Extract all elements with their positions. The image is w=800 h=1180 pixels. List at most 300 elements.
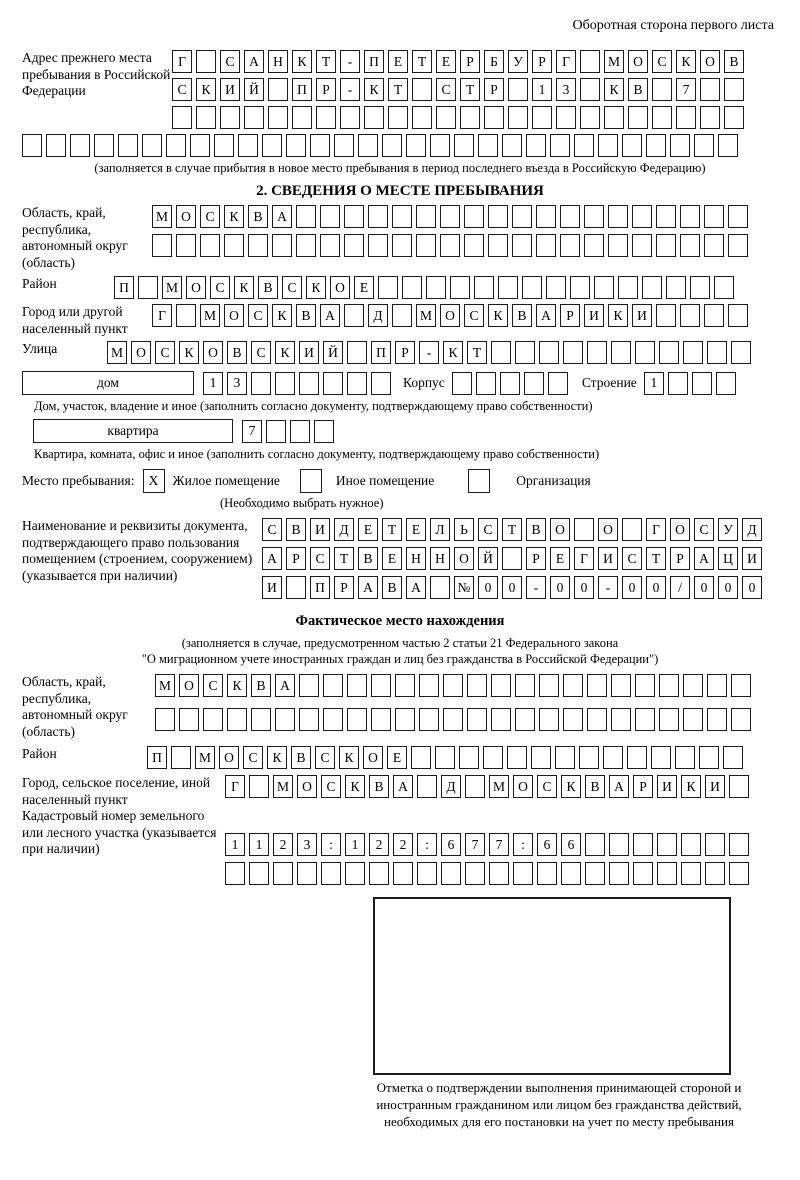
cadastral-row-2[interactable] bbox=[225, 862, 749, 885]
char-cell[interactable] bbox=[275, 372, 295, 395]
char-cell[interactable] bbox=[498, 276, 518, 299]
char-cell[interactable]: 7 bbox=[676, 78, 696, 101]
char-cell[interactable]: О bbox=[513, 775, 533, 798]
char-cell[interactable] bbox=[681, 833, 701, 856]
char-cell[interactable] bbox=[238, 134, 258, 157]
char-cell[interactable] bbox=[580, 50, 600, 73]
char-cell[interactable]: В bbox=[286, 518, 306, 541]
char-cell[interactable] bbox=[728, 234, 748, 257]
char-cell[interactable] bbox=[426, 276, 446, 299]
char-cell[interactable]: С bbox=[203, 674, 223, 697]
char-cell[interactable] bbox=[465, 775, 485, 798]
char-cell[interactable] bbox=[406, 134, 426, 157]
char-cell[interactable] bbox=[555, 746, 575, 769]
prev-address-row-1[interactable] bbox=[172, 50, 744, 73]
char-cell[interactable]: В bbox=[526, 518, 546, 541]
char-cell[interactable] bbox=[268, 106, 288, 129]
char-cell[interactable] bbox=[460, 106, 480, 129]
char-cell[interactable] bbox=[347, 341, 367, 364]
char-cell[interactable]: 0 bbox=[622, 576, 642, 599]
char-cell[interactable] bbox=[675, 746, 695, 769]
char-cell[interactable]: 1 bbox=[345, 833, 365, 856]
char-cell[interactable]: О bbox=[203, 341, 223, 364]
char-cell[interactable] bbox=[657, 833, 677, 856]
char-cell[interactable] bbox=[611, 674, 631, 697]
char-cell[interactable]: - bbox=[340, 50, 360, 73]
char-cell[interactable] bbox=[395, 708, 415, 731]
char-cell[interactable] bbox=[368, 205, 388, 228]
char-cell[interactable]: К bbox=[179, 341, 199, 364]
char-cell[interactable]: О bbox=[297, 775, 317, 798]
char-cell[interactable] bbox=[465, 862, 485, 885]
char-cell[interactable] bbox=[347, 372, 367, 395]
char-cell[interactable]: С bbox=[200, 205, 220, 228]
char-cell[interactable] bbox=[272, 234, 292, 257]
char-cell[interactable] bbox=[142, 134, 162, 157]
char-cell[interactable] bbox=[611, 341, 631, 364]
char-cell[interactable] bbox=[618, 276, 638, 299]
char-cell[interactable] bbox=[704, 234, 724, 257]
char-cell[interactable]: Н bbox=[268, 50, 288, 73]
document-row-3[interactable] bbox=[262, 576, 762, 599]
char-cell[interactable] bbox=[443, 708, 463, 731]
prev-address-row-2[interactable] bbox=[172, 78, 744, 101]
char-cell[interactable] bbox=[299, 674, 319, 697]
char-cell[interactable]: С bbox=[622, 547, 642, 570]
char-cell[interactable] bbox=[512, 234, 532, 257]
char-cell[interactable] bbox=[314, 420, 334, 443]
char-cell[interactable]: К bbox=[608, 304, 628, 327]
char-cell[interactable] bbox=[502, 134, 522, 157]
char-cell[interactable] bbox=[196, 106, 216, 129]
char-cell[interactable]: Г bbox=[225, 775, 245, 798]
char-cell[interactable] bbox=[574, 518, 594, 541]
char-cell[interactable] bbox=[467, 708, 487, 731]
char-cell[interactable] bbox=[680, 205, 700, 228]
char-cell[interactable] bbox=[676, 106, 696, 129]
char-cell[interactable]: К bbox=[364, 78, 384, 101]
char-cell[interactable] bbox=[290, 420, 310, 443]
char-cell[interactable] bbox=[604, 106, 624, 129]
char-cell[interactable]: А bbox=[393, 775, 413, 798]
char-cell[interactable] bbox=[683, 341, 703, 364]
char-cell[interactable] bbox=[392, 234, 412, 257]
cadastral-row-1[interactable] bbox=[225, 833, 749, 856]
char-cell[interactable]: 3 bbox=[297, 833, 317, 856]
char-cell[interactable]: 0 bbox=[718, 576, 738, 599]
char-cell[interactable]: С bbox=[248, 304, 268, 327]
char-cell[interactable] bbox=[459, 746, 479, 769]
char-cell[interactable]: П bbox=[147, 746, 167, 769]
apartment-number-cells[interactable] bbox=[242, 420, 334, 443]
char-cell[interactable] bbox=[402, 276, 422, 299]
char-cell[interactable]: Д bbox=[334, 518, 354, 541]
char-cell[interactable]: М bbox=[162, 276, 182, 299]
char-cell[interactable]: С bbox=[243, 746, 263, 769]
checkbox-residential[interactable]: X bbox=[143, 469, 165, 493]
char-cell[interactable]: О bbox=[598, 518, 618, 541]
char-cell[interactable] bbox=[488, 234, 508, 257]
char-cell[interactable]: 2 bbox=[393, 833, 413, 856]
char-cell[interactable] bbox=[632, 234, 652, 257]
char-cell[interactable] bbox=[556, 106, 576, 129]
char-cell[interactable]: Г bbox=[646, 518, 666, 541]
char-cell[interactable] bbox=[440, 205, 460, 228]
char-cell[interactable] bbox=[70, 134, 90, 157]
district-row[interactable] bbox=[114, 276, 734, 299]
char-cell[interactable]: 1 bbox=[532, 78, 552, 101]
char-cell[interactable] bbox=[563, 341, 583, 364]
char-cell[interactable]: К bbox=[196, 78, 216, 101]
char-cell[interactable]: Р bbox=[395, 341, 415, 364]
char-cell[interactable] bbox=[526, 134, 546, 157]
char-cell[interactable]: М bbox=[107, 341, 127, 364]
char-cell[interactable]: М bbox=[155, 674, 175, 697]
char-cell[interactable] bbox=[441, 862, 461, 885]
char-cell[interactable]: О bbox=[330, 276, 350, 299]
char-cell[interactable] bbox=[632, 205, 652, 228]
char-cell[interactable]: А bbox=[358, 576, 378, 599]
char-cell[interactable]: Т bbox=[646, 547, 666, 570]
char-cell[interactable] bbox=[635, 674, 655, 697]
char-cell[interactable] bbox=[585, 833, 605, 856]
char-cell[interactable] bbox=[731, 708, 751, 731]
char-cell[interactable] bbox=[323, 708, 343, 731]
char-cell[interactable]: Р bbox=[526, 547, 546, 570]
char-cell[interactable]: К bbox=[227, 674, 247, 697]
char-cell[interactable] bbox=[680, 234, 700, 257]
char-cell[interactable] bbox=[508, 106, 528, 129]
char-cell[interactable]: С bbox=[436, 78, 456, 101]
char-cell[interactable]: - bbox=[598, 576, 618, 599]
char-cell[interactable] bbox=[358, 134, 378, 157]
char-cell[interactable]: Г bbox=[574, 547, 594, 570]
char-cell[interactable] bbox=[657, 862, 677, 885]
char-cell[interactable]: С bbox=[315, 746, 335, 769]
char-cell[interactable] bbox=[249, 775, 269, 798]
char-cell[interactable] bbox=[724, 106, 744, 129]
char-cell[interactable]: О bbox=[131, 341, 151, 364]
char-cell[interactable]: Р bbox=[334, 576, 354, 599]
char-cell[interactable] bbox=[345, 862, 365, 885]
char-cell[interactable] bbox=[546, 276, 566, 299]
char-cell[interactable]: С bbox=[537, 775, 557, 798]
char-cell[interactable] bbox=[436, 106, 456, 129]
char-cell[interactable] bbox=[395, 674, 415, 697]
char-cell[interactable] bbox=[450, 276, 470, 299]
char-cell[interactable] bbox=[642, 276, 662, 299]
char-cell[interactable] bbox=[659, 708, 679, 731]
char-cell[interactable] bbox=[690, 276, 710, 299]
actual-district-row[interactable] bbox=[147, 746, 743, 769]
char-cell[interactable] bbox=[320, 234, 340, 257]
char-cell[interactable] bbox=[651, 746, 671, 769]
char-cell[interactable] bbox=[334, 134, 354, 157]
char-cell[interactable] bbox=[467, 674, 487, 697]
char-cell[interactable] bbox=[500, 372, 520, 395]
char-cell[interactable]: 0 bbox=[646, 576, 666, 599]
char-cell[interactable]: В bbox=[291, 746, 311, 769]
char-cell[interactable] bbox=[491, 341, 511, 364]
char-cell[interactable] bbox=[524, 372, 544, 395]
char-cell[interactable] bbox=[539, 674, 559, 697]
char-cell[interactable]: Н bbox=[430, 547, 450, 570]
char-cell[interactable]: П bbox=[292, 78, 312, 101]
char-cell[interactable] bbox=[584, 234, 604, 257]
char-cell[interactable] bbox=[292, 106, 312, 129]
char-cell[interactable] bbox=[316, 106, 336, 129]
char-cell[interactable] bbox=[548, 372, 568, 395]
char-cell[interactable]: И bbox=[705, 775, 725, 798]
char-cell[interactable] bbox=[532, 106, 552, 129]
char-cell[interactable] bbox=[320, 205, 340, 228]
char-cell[interactable] bbox=[440, 234, 460, 257]
char-cell[interactable] bbox=[603, 746, 623, 769]
char-cell[interactable] bbox=[392, 205, 412, 228]
char-cell[interactable] bbox=[138, 276, 158, 299]
char-cell[interactable]: И bbox=[584, 304, 604, 327]
char-cell[interactable] bbox=[704, 304, 724, 327]
char-cell[interactable] bbox=[723, 746, 743, 769]
char-cell[interactable] bbox=[262, 134, 282, 157]
char-cell[interactable] bbox=[296, 205, 316, 228]
char-cell[interactable] bbox=[220, 106, 240, 129]
char-cell[interactable]: И bbox=[742, 547, 762, 570]
char-cell[interactable] bbox=[491, 674, 511, 697]
char-cell[interactable]: Е bbox=[354, 276, 374, 299]
char-cell[interactable]: К bbox=[604, 78, 624, 101]
char-cell[interactable] bbox=[371, 708, 391, 731]
char-cell[interactable]: К bbox=[561, 775, 581, 798]
char-cell[interactable] bbox=[46, 134, 66, 157]
char-cell[interactable]: - bbox=[340, 78, 360, 101]
char-cell[interactable] bbox=[344, 304, 364, 327]
char-cell[interactable] bbox=[608, 234, 628, 257]
char-cell[interactable] bbox=[179, 708, 199, 731]
char-cell[interactable]: В bbox=[382, 576, 402, 599]
char-cell[interactable] bbox=[731, 674, 751, 697]
prev-address-row-3[interactable] bbox=[172, 106, 744, 129]
char-cell[interactable]: М bbox=[195, 746, 215, 769]
char-cell[interactable]: М bbox=[152, 205, 172, 228]
char-cell[interactable] bbox=[488, 205, 508, 228]
char-cell[interactable]: Е bbox=[358, 518, 378, 541]
char-cell[interactable]: К bbox=[275, 341, 295, 364]
char-cell[interactable] bbox=[378, 276, 398, 299]
char-cell[interactable] bbox=[522, 276, 542, 299]
char-cell[interactable]: А bbox=[272, 205, 292, 228]
char-cell[interactable]: К bbox=[443, 341, 463, 364]
char-cell[interactable]: 0 bbox=[742, 576, 762, 599]
char-cell[interactable] bbox=[347, 708, 367, 731]
char-cell[interactable] bbox=[609, 862, 629, 885]
char-cell[interactable]: А bbox=[262, 547, 282, 570]
char-cell[interactable]: Д bbox=[441, 775, 461, 798]
char-cell[interactable]: Т bbox=[502, 518, 522, 541]
char-cell[interactable]: С bbox=[220, 50, 240, 73]
char-cell[interactable] bbox=[707, 674, 727, 697]
char-cell[interactable]: Ь bbox=[454, 518, 474, 541]
char-cell[interactable] bbox=[728, 205, 748, 228]
char-cell[interactable] bbox=[417, 775, 437, 798]
char-cell[interactable] bbox=[152, 234, 172, 257]
char-cell[interactable]: Е bbox=[387, 746, 407, 769]
char-cell[interactable]: К bbox=[306, 276, 326, 299]
char-cell[interactable] bbox=[587, 341, 607, 364]
char-cell[interactable]: О bbox=[454, 547, 474, 570]
street-row[interactable] bbox=[107, 341, 751, 364]
char-cell[interactable]: Л bbox=[430, 518, 450, 541]
char-cell[interactable]: И bbox=[299, 341, 319, 364]
char-cell[interactable]: Р bbox=[633, 775, 653, 798]
char-cell[interactable] bbox=[680, 304, 700, 327]
char-cell[interactable] bbox=[683, 674, 703, 697]
char-cell[interactable]: С bbox=[464, 304, 484, 327]
char-cell[interactable] bbox=[622, 134, 642, 157]
char-cell[interactable] bbox=[388, 106, 408, 129]
char-cell[interactable] bbox=[310, 134, 330, 157]
char-cell[interactable]: Г bbox=[172, 50, 192, 73]
char-cell[interactable] bbox=[724, 78, 744, 101]
char-cell[interactable] bbox=[371, 372, 391, 395]
actual-city-row[interactable] bbox=[225, 775, 749, 798]
char-cell[interactable]: О bbox=[179, 674, 199, 697]
char-cell[interactable] bbox=[286, 134, 306, 157]
char-cell[interactable]: С bbox=[172, 78, 192, 101]
char-cell[interactable] bbox=[563, 708, 583, 731]
char-cell[interactable]: С bbox=[282, 276, 302, 299]
char-cell[interactable] bbox=[172, 106, 192, 129]
char-cell[interactable]: К bbox=[345, 775, 365, 798]
char-cell[interactable]: С bbox=[652, 50, 672, 73]
char-cell[interactable] bbox=[502, 547, 522, 570]
char-cell[interactable] bbox=[550, 134, 570, 157]
char-cell[interactable] bbox=[94, 134, 114, 157]
char-cell[interactable] bbox=[729, 862, 749, 885]
char-cell[interactable] bbox=[299, 708, 319, 731]
char-cell[interactable] bbox=[214, 134, 234, 157]
char-cell[interactable] bbox=[700, 78, 720, 101]
char-cell[interactable]: 2 bbox=[273, 833, 293, 856]
char-cell[interactable] bbox=[714, 276, 734, 299]
char-cell[interactable]: Т bbox=[382, 518, 402, 541]
char-cell[interactable] bbox=[412, 106, 432, 129]
char-cell[interactable]: М bbox=[416, 304, 436, 327]
char-cell[interactable]: : bbox=[321, 833, 341, 856]
char-cell[interactable] bbox=[646, 134, 666, 157]
char-cell[interactable]: Е bbox=[550, 547, 570, 570]
char-cell[interactable]: И bbox=[310, 518, 330, 541]
char-cell[interactable]: - bbox=[419, 341, 439, 364]
char-cell[interactable] bbox=[652, 106, 672, 129]
char-cell[interactable] bbox=[561, 862, 581, 885]
char-cell[interactable] bbox=[478, 134, 498, 157]
char-cell[interactable] bbox=[368, 234, 388, 257]
char-cell[interactable]: П bbox=[364, 50, 384, 73]
char-cell[interactable] bbox=[537, 862, 557, 885]
char-cell[interactable]: Р bbox=[532, 50, 552, 73]
char-cell[interactable]: А bbox=[694, 547, 714, 570]
char-cell[interactable]: А bbox=[536, 304, 556, 327]
house-type-field[interactable]: дом bbox=[22, 371, 194, 395]
char-cell[interactable] bbox=[464, 234, 484, 257]
char-cell[interactable] bbox=[531, 746, 551, 769]
char-cell[interactable] bbox=[454, 134, 474, 157]
char-cell[interactable] bbox=[248, 234, 268, 257]
char-cell[interactable]: 3 bbox=[556, 78, 576, 101]
char-cell[interactable] bbox=[608, 205, 628, 228]
char-cell[interactable]: 6 bbox=[537, 833, 557, 856]
char-cell[interactable]: Н bbox=[406, 547, 426, 570]
char-cell[interactable]: Е bbox=[388, 50, 408, 73]
char-cell[interactable] bbox=[718, 134, 738, 157]
char-cell[interactable]: И bbox=[657, 775, 677, 798]
char-cell[interactable] bbox=[474, 276, 494, 299]
char-cell[interactable]: Г bbox=[152, 304, 172, 327]
char-cell[interactable] bbox=[155, 708, 175, 731]
char-cell[interactable]: И bbox=[220, 78, 240, 101]
char-cell[interactable] bbox=[729, 833, 749, 856]
char-cell[interactable]: Т bbox=[460, 78, 480, 101]
char-cell[interactable] bbox=[656, 304, 676, 327]
char-cell[interactable]: О bbox=[224, 304, 244, 327]
char-cell[interactable] bbox=[484, 106, 504, 129]
char-cell[interactable] bbox=[491, 708, 511, 731]
stroenie-cells[interactable] bbox=[644, 372, 736, 395]
char-cell[interactable] bbox=[296, 234, 316, 257]
char-cell[interactable] bbox=[536, 234, 556, 257]
actual-region-row-1[interactable] bbox=[155, 674, 751, 697]
char-cell[interactable] bbox=[512, 205, 532, 228]
char-cell[interactable] bbox=[344, 234, 364, 257]
char-cell[interactable] bbox=[430, 134, 450, 157]
char-cell[interactable] bbox=[587, 674, 607, 697]
char-cell[interactable]: М bbox=[604, 50, 624, 73]
char-cell[interactable] bbox=[731, 341, 751, 364]
char-cell[interactable]: 1 bbox=[644, 372, 664, 395]
char-cell[interactable]: О bbox=[219, 746, 239, 769]
char-cell[interactable] bbox=[656, 234, 676, 257]
char-cell[interactable]: К bbox=[224, 205, 244, 228]
char-cell[interactable]: : bbox=[513, 833, 533, 856]
char-cell[interactable]: У bbox=[718, 518, 738, 541]
char-cell[interactable]: В bbox=[358, 547, 378, 570]
char-cell[interactable]: О bbox=[700, 50, 720, 73]
char-cell[interactable] bbox=[419, 674, 439, 697]
char-cell[interactable] bbox=[692, 372, 712, 395]
char-cell[interactable] bbox=[196, 50, 216, 73]
char-cell[interactable]: Д bbox=[742, 518, 762, 541]
char-cell[interactable]: А bbox=[275, 674, 295, 697]
char-cell[interactable]: Г bbox=[556, 50, 576, 73]
char-cell[interactable] bbox=[580, 78, 600, 101]
char-cell[interactable]: 0 bbox=[478, 576, 498, 599]
char-cell[interactable]: А bbox=[406, 576, 426, 599]
char-cell[interactable] bbox=[299, 372, 319, 395]
char-cell[interactable] bbox=[598, 134, 618, 157]
char-cell[interactable] bbox=[704, 205, 724, 228]
char-cell[interactable] bbox=[656, 205, 676, 228]
char-cell[interactable]: В bbox=[724, 50, 744, 73]
char-cell[interactable] bbox=[507, 746, 527, 769]
char-cell[interactable]: С bbox=[478, 518, 498, 541]
char-cell[interactable]: О bbox=[550, 518, 570, 541]
char-cell[interactable]: К bbox=[488, 304, 508, 327]
char-cell[interactable]: С bbox=[155, 341, 175, 364]
char-cell[interactable] bbox=[707, 341, 727, 364]
char-cell[interactable]: С bbox=[310, 547, 330, 570]
char-cell[interactable] bbox=[683, 708, 703, 731]
